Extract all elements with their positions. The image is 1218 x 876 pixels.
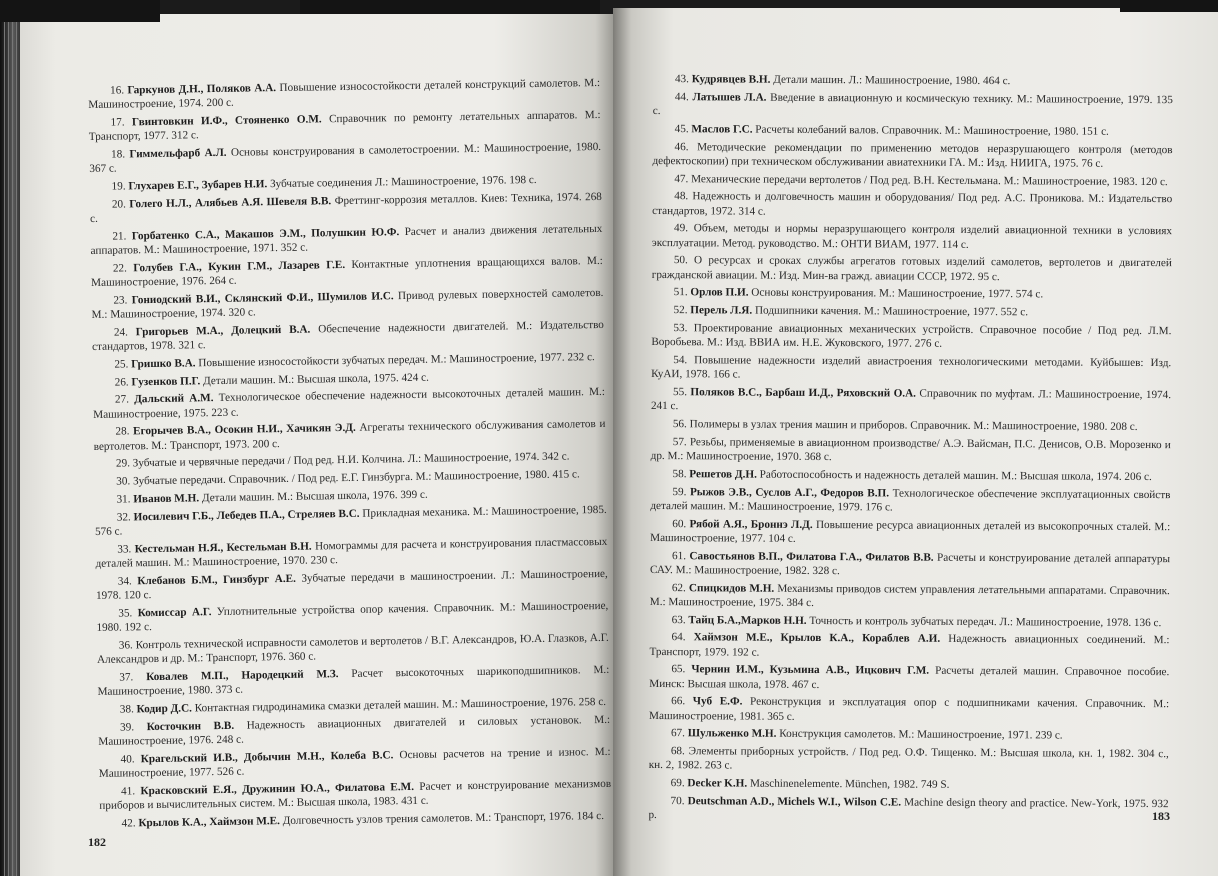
left-page <box>20 14 613 876</box>
entry-text: Расчет и анализ движения летательных аппаратов. М.: Машиностроение, 1971. 352 с. <box>90 222 603 257</box>
entry-number: 44. <box>674 90 689 104</box>
entry-text: Проектирование авиационных механических устройств. Справочное пособие / Под ред. Л.М. Воробьева. М.: Изд. ВВИА им. Н.Е. Жуковского, 1977. 276 с. <box>651 322 1172 350</box>
bibliography-entry <box>649 776 1169 793</box>
bibliography-entry <box>651 435 1171 467</box>
entry-text: Зубчатые и червячные передачи / Под ред. Н.И. Колчина. Л.: Машиностроение, 1974. 342 с. <box>132 450 570 470</box>
bibliography-entry <box>91 254 603 290</box>
entry-text: Прикладная механика. М.: Машиностроение, 1985. 576 с. <box>94 503 607 538</box>
entry-number: 21. <box>112 230 127 243</box>
entry-authors: Орлов П.И. <box>690 286 749 299</box>
bibliography-entry <box>652 221 1172 253</box>
bibliography-entry <box>649 726 1169 743</box>
entry-number: 58. <box>672 467 687 480</box>
bibliography-entry <box>652 285 1172 302</box>
entry-text: Долговечность узлов трения самолетов. М.: Транспорт, 1976. 184 с. <box>282 809 605 827</box>
entry-number: 48. <box>674 190 689 203</box>
bibliography-entry <box>650 613 1170 630</box>
right-bibliography-list <box>648 72 1173 829</box>
entry-text: Расчет и конструирование механизмов приборов и вычислительных систем. М.: Высшая школа, 1983. 431 с. <box>99 777 612 812</box>
bibliography-entry <box>652 253 1172 285</box>
entry-number: 42. <box>121 816 136 830</box>
bibliography-entry <box>653 122 1173 139</box>
entry-authors: Глухарев Е.Г., Зубарев Н.И. <box>128 178 268 193</box>
bibliography-entry <box>651 321 1171 353</box>
entry-authors: Маслов Г.С. <box>691 123 753 136</box>
entry-authors: Гвинтовкин И.Ф., Стояненко О.М. <box>131 113 322 129</box>
entry-number: 31. <box>116 493 131 506</box>
entry-number: 65. <box>671 663 686 676</box>
entry-text: Подшипники качения. М.: Машиностроение, 1977. 552 с. <box>754 304 1029 319</box>
entry-number: 22. <box>112 262 127 275</box>
entry-authors: Ковалев М.П., Народецкий М.З. <box>146 667 339 683</box>
entry-text: Зубчатые передачи. Справочник. / Под ред. Е.Г. Гинзбурга. М.: Машиностроение, 1980. 415 с. <box>132 468 580 488</box>
entry-text: Детали машин. Л.: Машиностроение, 1980. 464 с. <box>773 73 1011 88</box>
entry-authors: Спицкидов М.Н. <box>688 581 775 595</box>
bibliography-entry <box>650 485 1170 517</box>
left-page-number: 182 <box>88 835 106 849</box>
entry-text: Контроль технической исправности самолетов и вертолетов / В.Г. Александров, Ю.А. Глазков, А.Г. Александров и др. М.: Транспорт, 1976. 360 с. <box>96 631 609 666</box>
entry-number: 50. <box>673 254 688 267</box>
top-shadow-center <box>300 0 600 14</box>
entry-text: Повышение надежности изделий авиастроения технологическими методами. Куйбышев: Изд. КуАИ, 1978. 166 с. <box>651 354 1172 381</box>
bibliography-entry <box>649 694 1169 726</box>
bibliography-entry <box>648 794 1168 826</box>
entry-number: 49. <box>674 222 689 235</box>
entry-authors: Хаймзон М.Е., Крылов К.А., Кораблев А.И. <box>693 631 941 646</box>
entry-authors: Клебанов Б.М., Гинзбург А.Е. <box>137 572 296 588</box>
entry-number: 35. <box>118 607 133 620</box>
entry-authors: Красковский Е.Я., Дружинин Ю.А., Филатова Е.М. <box>140 780 415 797</box>
entry-authors: Косточкин В.В. <box>146 719 235 733</box>
bibliography-entry <box>96 567 608 603</box>
entry-number: 52. <box>673 304 688 317</box>
entry-text: Фреттинг-коррозия металлов. Киев: Техника, 1974. 268 с. <box>90 190 602 225</box>
entry-number: 28. <box>115 425 130 439</box>
entry-number: 70. <box>670 795 685 808</box>
entry-authors: Гришко В.А. <box>131 357 196 371</box>
entry-number: 63. <box>671 613 686 626</box>
entry-number: 17. <box>110 116 125 129</box>
entry-authors: Чуб Е.Ф. <box>692 695 743 708</box>
entry-text: Справочник по ремонту летательных аппаратов. М.: Транспорт, 1977. 312 с. <box>88 108 601 144</box>
entry-text: Полимеры в узлах трения машин и приборов. Справочник. М.: Машиностроение, 1980. 208 с. <box>689 418 1138 433</box>
entry-text: Технологическое обеспечение эксплуатационных свойств деталей машин. М.: Машиностроение, 1979. 176 с. <box>650 487 1171 514</box>
right-page <box>613 8 1218 876</box>
bibliography-entry <box>89 140 601 176</box>
entry-text: Надежность авиационных двигателей и силовых установок. М.: Машиностроение, 1976. 248 с. <box>98 713 611 748</box>
entry-text: Расчеты деталей машин. Справочное пособие. Минск: Высшая школа, 1978. 467 с. <box>649 665 1170 691</box>
entry-number: 53. <box>673 322 688 335</box>
bibliography-entry <box>90 222 602 258</box>
entry-text: Зубчатые передачи в машиностроении. Л.: Машиностроение, 1978. 120 с. <box>95 567 608 602</box>
page-stack-edge <box>0 0 22 876</box>
bibliography-entry <box>649 744 1169 776</box>
entry-number: 47. <box>674 172 689 185</box>
entry-number: 68. <box>670 745 685 758</box>
bibliography-entry <box>92 318 604 354</box>
entry-text: Номограммы для расчета и конструирования пластмассовых деталей машин. М.: Машиностроение, 1970. 230 с. <box>95 535 608 570</box>
entry-authors: Шульженко М.Н. <box>687 727 777 741</box>
entry-number: 18. <box>111 148 126 161</box>
bibliography-entry <box>95 503 607 539</box>
entry-text: Повышение ресурса авиационных деталей из высокопрочных сталей. М.: Машиностроение, 1977. 104 с. <box>650 518 1171 545</box>
bibliography-entry <box>97 663 609 699</box>
entry-authors: Голего Н.Л., Алябьев А.Я. Шевеля В.В. <box>129 194 332 211</box>
entry-authors: Чернин И.М., Кузьмина А.В., Ицкович Г.М. <box>691 663 930 678</box>
entry-text: Работоспособность и надежность деталей машин. М.: Высшая школа, 1974. 206 с. <box>759 468 1152 483</box>
bibliography-entry <box>90 190 602 226</box>
bibliography-entry <box>99 776 611 812</box>
entry-number: 40. <box>120 752 135 766</box>
entry-number: 55. <box>673 386 688 399</box>
bibliography-entry <box>91 286 603 322</box>
entry-number: 59. <box>672 485 687 498</box>
bibliography-entry <box>649 662 1169 694</box>
entry-authors: Гузенков П.Г. <box>131 374 201 388</box>
bibliography-entry <box>651 385 1171 417</box>
entry-text: Введение в авиационную и космическую технику. М.: Машиностроение, 1979. 135 с. <box>652 91 1173 118</box>
entry-number: 23. <box>113 294 128 307</box>
entry-text: Зубчатые соединения Л.: Машиностроение, 1976. 198 с. <box>269 173 537 191</box>
entry-number: 57. <box>672 435 687 448</box>
bibliography-entry <box>653 72 1173 89</box>
entry-text: Механизмы приводов систем управления летательными аппаратами. Справочник. М.: Машиностроение, 1975. 384 с. <box>649 582 1170 609</box>
entry-text: Точность и контроль зубчатых передач. Л.: Машиностроение, 1978. 136 с. <box>809 614 1162 629</box>
entry-number: 26. <box>114 375 129 389</box>
entry-number: 34. <box>117 575 132 588</box>
bibliography-entry <box>649 630 1169 662</box>
bibliography-entry <box>100 808 612 830</box>
right-page-number: 183 <box>1152 809 1170 823</box>
entry-number: 16. <box>110 84 125 97</box>
entry-authors: Deutschman A.D., Michels W.I., Wilson C.E. <box>687 795 902 809</box>
bibliography-entry <box>652 172 1172 189</box>
entry-number: 61. <box>672 549 687 562</box>
entry-text: Реконструкция и эксплуатация опор с подшипниками качения. Справочник. М.: Машиностроение, 1981. 365 с. <box>649 695 1170 723</box>
bibliography-entry <box>95 535 607 571</box>
bibliography-entry <box>652 189 1172 221</box>
entry-authors: Савостьянов В.П., Филатова Г.А., Филатов В.В. <box>689 549 934 564</box>
bibliography-entry <box>98 712 610 748</box>
bibliography-entry <box>650 581 1170 613</box>
entry-authors: Горбатенко С.А., Макашов Э.М., Полушкин Ю.Ф. <box>131 225 400 243</box>
entry-number: 25. <box>114 358 129 371</box>
entry-number: 64. <box>671 631 686 644</box>
entry-number: 37. <box>119 671 134 684</box>
entry-text: Привод рулевых поверхностей самолетов. М.: Машиностроение, 1974. 320 с. <box>91 286 604 321</box>
entry-authors: Перель Л.Я. <box>690 304 753 317</box>
entry-authors: Иванов М.Н. <box>133 492 200 506</box>
entry-text: Основы конструирования в самолетостроении. М.: Машиностроение, 1980. 367 с. <box>89 140 602 176</box>
entry-authors: Рябой А.Я., Броннэ Л.Д. <box>689 517 813 531</box>
entry-text: Уплотнительные устройства опор качения. Справочник. М.: Машиностроение, 1980. 192 с. <box>96 599 609 634</box>
entry-number: 36. <box>118 639 133 652</box>
entry-text: Machine design theory and practice. New-York, 1975. 932 p. <box>648 796 1169 822</box>
entry-authors: Егорычев В.А., Осокин Н.И., Хачикян Э.Д. <box>133 422 356 438</box>
entry-number: 39. <box>120 720 135 734</box>
entry-number: 62. <box>671 581 686 594</box>
entry-authors: Григорьев М.А., Долецкий В.А. <box>135 323 311 339</box>
bibliography-entry <box>99 744 611 780</box>
entry-text: Надежность авиационных соединений. М.: Транспорт, 1979. 192 с. <box>649 633 1170 659</box>
entry-text: Объем, методы и нормы неразрушающего контроля изделий авиационной техники в условиях эксплуатации. Метод. руководство. М.: ОНТИ ВИАМ, 1977. 114 с. <box>651 222 1173 251</box>
entry-text: Элементы приборных устройств. / Под ред. О.Ф. Тищенко. М.: Высшая школа, кн. 1, 1982. 304 с., кн. 2, 1982. 263 с. <box>648 745 1169 772</box>
entry-text: Контактные уплотнения вращающихся валов. М.: Машиностроение, 1976. 264 с. <box>91 254 603 289</box>
entry-number: 33. <box>117 543 132 556</box>
entry-text: Основы конструирования. М.: Машиностроение, 1977. 574 с. <box>751 286 1044 301</box>
entry-text: Обеспечение надежности двигателей. М.: Издательство стандартов, 1978. 321 с. <box>92 318 604 353</box>
bibliography-entry <box>97 631 609 667</box>
entry-authors: Гиммельфарб А.Л. <box>129 146 227 161</box>
entry-authors: Рыжов Э.В., Суслов А.Г., Федоров В.П. <box>689 485 890 500</box>
bibliography-entry <box>93 417 605 453</box>
bibliography-entry <box>650 549 1170 581</box>
entry-number: 41. <box>121 784 136 798</box>
entry-text: О ресурсах и сроках службы агрегатов готовых изделий самолетов, вертолетов и двигателей гражданской авиации. М.: Изд. Мин-ва гражд. авиации СССР, 1972. 95 с. <box>651 254 1172 283</box>
entry-number: 51. <box>673 286 688 299</box>
entry-number: 30. <box>116 475 131 488</box>
entry-number: 66. <box>671 695 686 708</box>
entry-text: Контактная гидродинамика смазки деталей машин. М.: Машиностроение, 1976. 258 с. <box>194 695 607 715</box>
entry-number: 43. <box>674 73 689 86</box>
bibliography-entry <box>93 385 605 421</box>
entry-authors: Решетов Д.Н. <box>689 468 757 481</box>
entry-text: Повышение износостойкости деталей конструкций самолетов. М.: Машиностроение, 1974. 200 с. <box>88 76 601 112</box>
entry-authors: Дальский А.М. <box>134 392 214 406</box>
bibliography-entry <box>88 76 600 112</box>
entry-authors: Гониодский В.И., Склянский Ф.И., Шумилов И.С. <box>131 290 394 307</box>
entry-authors: Поляков В.С., Барбаш И.Д., Ряховский О.А. <box>690 386 917 400</box>
entry-number: 45. <box>674 122 689 136</box>
entry-authors: Латышев Л.А. <box>692 91 767 104</box>
entry-number: 29. <box>115 457 131 470</box>
entry-text: Основы расчетов на трение и износ. М.: Машиностроение, 1977. 526 с. <box>98 745 611 780</box>
entry-authors: Кудрявцев В.Н. <box>691 73 771 86</box>
entry-number: 56. <box>672 418 687 431</box>
entry-number: 46. <box>674 140 689 153</box>
entry-number: 54. <box>673 354 688 367</box>
bibliography-entry <box>652 140 1172 172</box>
entry-authors: Гаркунов Д.Н., Поляков А.А. <box>127 82 277 97</box>
entry-number: 20. <box>111 198 126 211</box>
entry-text: Справочник по муфтам. Л.: Машиностроение, 1974. 241 с. <box>650 387 1172 413</box>
entry-authors: Кодир Д.С. <box>136 702 193 716</box>
entry-text: Резьбы, применяемые в авиационном производстве/ А.Э. Вайсман, П.С. Денисов, О.В. Морозенко и др. М.: Машиностроение, 1970. 368 с. <box>650 436 1171 464</box>
entry-text: Детали машин. М.: Высшая школа, 1975. 424 с. <box>202 371 429 387</box>
entry-text: Надежность и долговечность машин и оборудования/ Под ред. А.С. Проникова. М.: Издательство стандартов, 1972. 314 с. <box>652 190 1173 218</box>
top-shadow-left <box>0 0 160 22</box>
entry-number: 60. <box>672 517 687 530</box>
entry-text: Расчеты и конструирование деталей аппаратуры САУ. М.: Машиностроение, 1982. 328 с. <box>649 551 1171 577</box>
bibliography-entry <box>651 417 1171 434</box>
entry-text: Детали машин. М.: Высшая школа, 1976. 399 с. <box>201 488 428 505</box>
entry-number: 67. <box>670 727 685 740</box>
entry-number: 38. <box>119 703 134 716</box>
bibliography-entry <box>652 303 1172 320</box>
entry-authors: Иосилевич Г.Б., Лебедев П.А., Стреляев В.С. <box>133 507 360 524</box>
entry-authors: Крагельский И.В., Добычин М.Н., Колеба В.С. <box>140 748 394 765</box>
entry-text: Maschinenelemente. München, 1982. 749 S. <box>749 777 950 791</box>
bibliography-entry <box>650 517 1170 549</box>
bibliography-entry <box>651 467 1171 484</box>
entry-authors: Голубев Г.А., Кукин Г.М., Лазарев Г.Е. <box>133 258 346 275</box>
entry-text: Агрегаты технического обслуживания самолетов и вертолетов. М.: Транспорт, 1973. 200 с. <box>93 418 606 453</box>
entry-text: Конструкция самолетов. М.: Машиностроение, 1971. 239 с. <box>779 728 1063 742</box>
entry-authors: Крылов К.А., Хаймзон М.Е. <box>138 814 280 829</box>
entry-number: 19. <box>111 180 126 193</box>
entry-authors: Кестельман Н.Я., Кестельман В.Н. <box>134 540 312 556</box>
entry-number: 69. <box>670 777 685 790</box>
bibliography-entry <box>653 90 1173 122</box>
bibliography-entry <box>89 108 601 144</box>
entry-text: Методические рекомендации по применению методов неразрушающего контроля (методов дефектоскопии) при техническом обслуживании авиатехники ГА. М.: Изд. НИИГА, 1975. 76 с. <box>652 140 1173 170</box>
entry-number: 32. <box>116 511 131 524</box>
entry-text: Повышение износостойкости зубчатых передач. М.: Машиностроение, 1977. 232 с. <box>198 350 595 370</box>
entry-authors: Decker K.H. <box>687 777 748 790</box>
entry-authors: Тайц Б.А.,Марков Н.Н. <box>688 613 807 627</box>
entry-number: 27. <box>114 393 130 407</box>
entry-number: 24. <box>113 326 128 339</box>
entry-authors: Комиссар А.Г. <box>137 605 212 620</box>
entry-text: Технологическое обеспечение надежности высокоточных деталей машин. М.: Машиностроение, 1975. 223 с. <box>93 386 606 421</box>
bibliography-entry <box>651 353 1171 385</box>
entry-text: Расчеты колебаний валов. Справочник. М.: Машиностроение, 1980. 151 с. <box>755 123 1109 138</box>
top-shadow-right <box>1120 0 1218 12</box>
bibliography-entry <box>96 599 608 635</box>
entry-text: Механические передачи вертолетов / Под ред. В.Н. Кестельмана. М.: Машиностроение, 1983. 120 с. <box>691 172 1168 188</box>
entry-text: Расчет высокоточных шарикоподшипников. М.: Машиностроение, 1980. 373 с. <box>97 663 610 698</box>
left-bibliography-list <box>88 76 612 834</box>
